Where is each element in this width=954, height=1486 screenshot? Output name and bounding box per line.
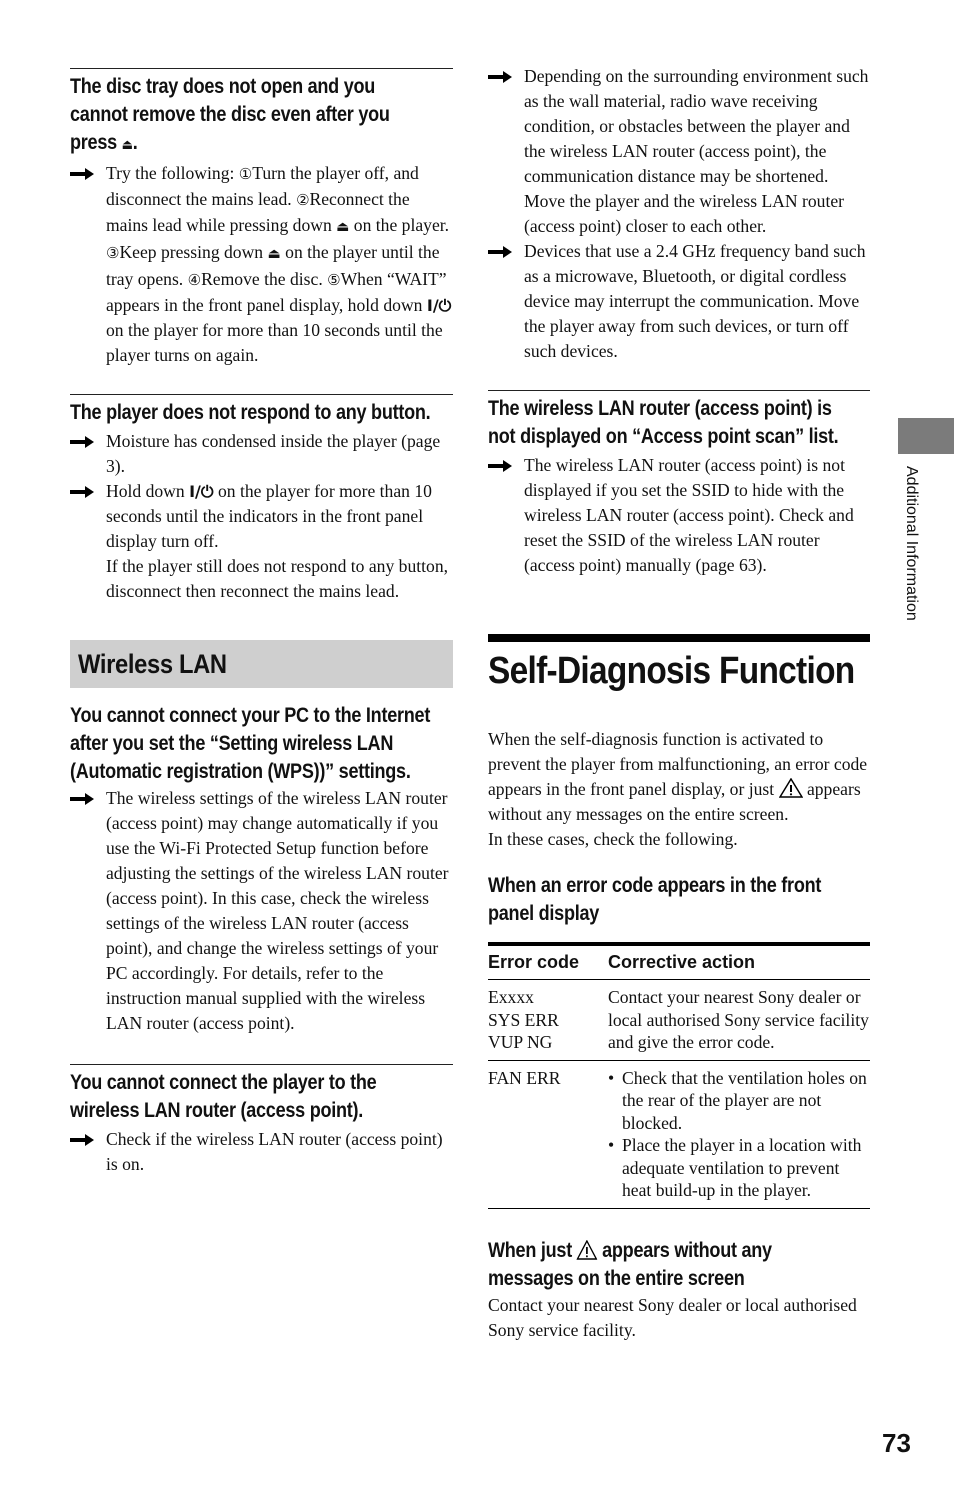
topic-disc-tray-title: The disc tray does not open and you cannot remove the disc even after you press ⏏. xyxy=(70,75,390,154)
eject-icon: ⏏ xyxy=(267,246,281,262)
section-title: Self-Diagnosis Function xyxy=(488,650,855,692)
power-icon: I/⏻ xyxy=(189,482,214,501)
eject-icon: ⏏ xyxy=(121,137,133,153)
entry: Depending on the surrounding environment such as the wall material, radio wave receiving condition, or obstacles between the player and the wireless LAN router (access point), the communication distance may be shortened. Move the player and the wireless LAN router (access point) closer to each other. xyxy=(488,64,870,239)
section-self-diagnosis xyxy=(488,634,870,693)
eject-icon: ⏏ xyxy=(336,219,350,235)
arrow-icon xyxy=(70,168,94,180)
warning-icon xyxy=(779,778,803,798)
table-row xyxy=(488,980,870,1061)
step-number: ⑤ xyxy=(327,271,341,289)
topic-no-response xyxy=(70,394,453,604)
topic-disc-tray xyxy=(70,68,453,368)
topic-no-response-title: The player does not respond to any button. xyxy=(70,401,431,424)
table-header: Corrective action xyxy=(608,944,870,980)
entry: Hold down I/⏻ on the player for more than 10 seconds until the indicators in the front panel display turn off. If the player still does not respond to any button, disconnect then reconnect the mains lead. xyxy=(70,479,453,604)
entry: Devices that use a 2.4 GHz frequency band such as a microwave, Bluetooth, or digital cordless device may interrupt the communication. Move the player away from such devices, or turn off such devices. xyxy=(488,239,870,364)
step-number: ③ xyxy=(106,244,120,262)
error-code-cell: FAN ERR xyxy=(488,1060,608,1208)
action-cell xyxy=(608,1060,870,1208)
entry: Moisture has condensed inside the player (page 3). xyxy=(70,429,453,479)
arrow-icon xyxy=(488,460,512,472)
step-number: ④ xyxy=(187,271,202,289)
step-number: ① xyxy=(238,165,253,183)
power-icon: I/⏻ xyxy=(426,296,452,315)
arrow-icon xyxy=(70,793,94,805)
arrow-icon xyxy=(488,246,512,258)
subhead-warning-only: When just appears without any messages on the entire screen xyxy=(488,1238,772,1290)
action-cell: Contact your nearest Sony dealer or local authorised Sony service facility and give the error code. xyxy=(608,980,870,1061)
left-column xyxy=(70,68,453,1177)
list-item: • Check that the ventilation holes on the rear of the player are not blocked. xyxy=(608,1067,870,1135)
warning-icon xyxy=(577,1240,598,1260)
intro-paragraph: When the self-diagnosis function is activated to prevent the player from malfunctioning, an error code appears in the front panel display, or just appears without any messages on the entire screen. xyxy=(488,729,868,824)
table-header: Error code xyxy=(488,944,608,980)
side-tab-label: Additional Information xyxy=(903,466,920,621)
entry: The wireless LAN router (access point) is not displayed if you set the SSID to hide with the wireless LAN router (access point). Check and reset the SSID of the wireless LAN router (access point) manually (page 63). xyxy=(488,453,870,578)
side-tab-marker xyxy=(898,418,954,454)
list-item: • Place the player in a location with adequate ventilation to prevent heat build-up in the player. xyxy=(608,1134,870,1202)
step-number: ② xyxy=(296,191,310,209)
subhead-error-code: When an error code appears in the front panel display xyxy=(488,874,822,925)
entry: Try the following: ①Turn the player off, and disconnect the mains lead. ②Reconnect the mains lead while pressing down ⏏ on the player. ③Keep pressing down ⏏ on the player until the tray opens. ④Remove the disc. ⑤When “WAIT” appears in the front panel display, hold down I/⏻ on the player for more than 10 seconds until the player turns on again. xyxy=(70,161,453,368)
warning-only-body: Contact your nearest Sony dealer or local authorised Sony service facility. xyxy=(488,1294,857,1340)
right-column xyxy=(488,64,870,1343)
page-number: 73 xyxy=(882,1428,911,1458)
topic-router-not-displayed-title: The wireless LAN router (access point) is not displayed on “Access point scan” list. xyxy=(488,397,839,448)
arrow-icon xyxy=(70,436,94,448)
topic-cannot-connect xyxy=(70,1064,453,1177)
error-code-cell: Exxxx SYS ERR VUP NG xyxy=(488,980,608,1061)
topic-router-not-displayed xyxy=(488,390,870,578)
topic-pc-internet xyxy=(70,702,453,1036)
arrow-icon xyxy=(70,486,94,498)
intro-note: In these cases, check the following. xyxy=(488,829,738,849)
error-code-table xyxy=(488,942,870,1209)
topic-cannot-connect-title: You cannot connect the player to the wireless LAN router (access point). xyxy=(70,1071,377,1122)
entry: The wireless settings of the wireless LAN router (access point) may change automatically if you use the Wi-Fi Protected Setup function before adjusting the settings of the wireless LAN router (access point). In this case, check the wireless settings of the wireless LAN router (access point), and change the wireless settings of your PC accordingly. For details, refer to the instruction manual supplied with the wireless LAN router (access point). xyxy=(70,786,453,1036)
section-band-wireless-lan: Wireless LAN xyxy=(70,640,453,688)
table-row xyxy=(488,1060,870,1208)
topic-pc-internet-title: You cannot connect your PC to the Internet after you set the “Setting wireless LAN (Automatic registration (WPS))” settings. xyxy=(70,704,431,783)
entry: Check if the wireless LAN router (access point) is on. xyxy=(70,1127,453,1177)
arrow-icon xyxy=(70,1134,94,1146)
arrow-icon xyxy=(488,71,512,83)
